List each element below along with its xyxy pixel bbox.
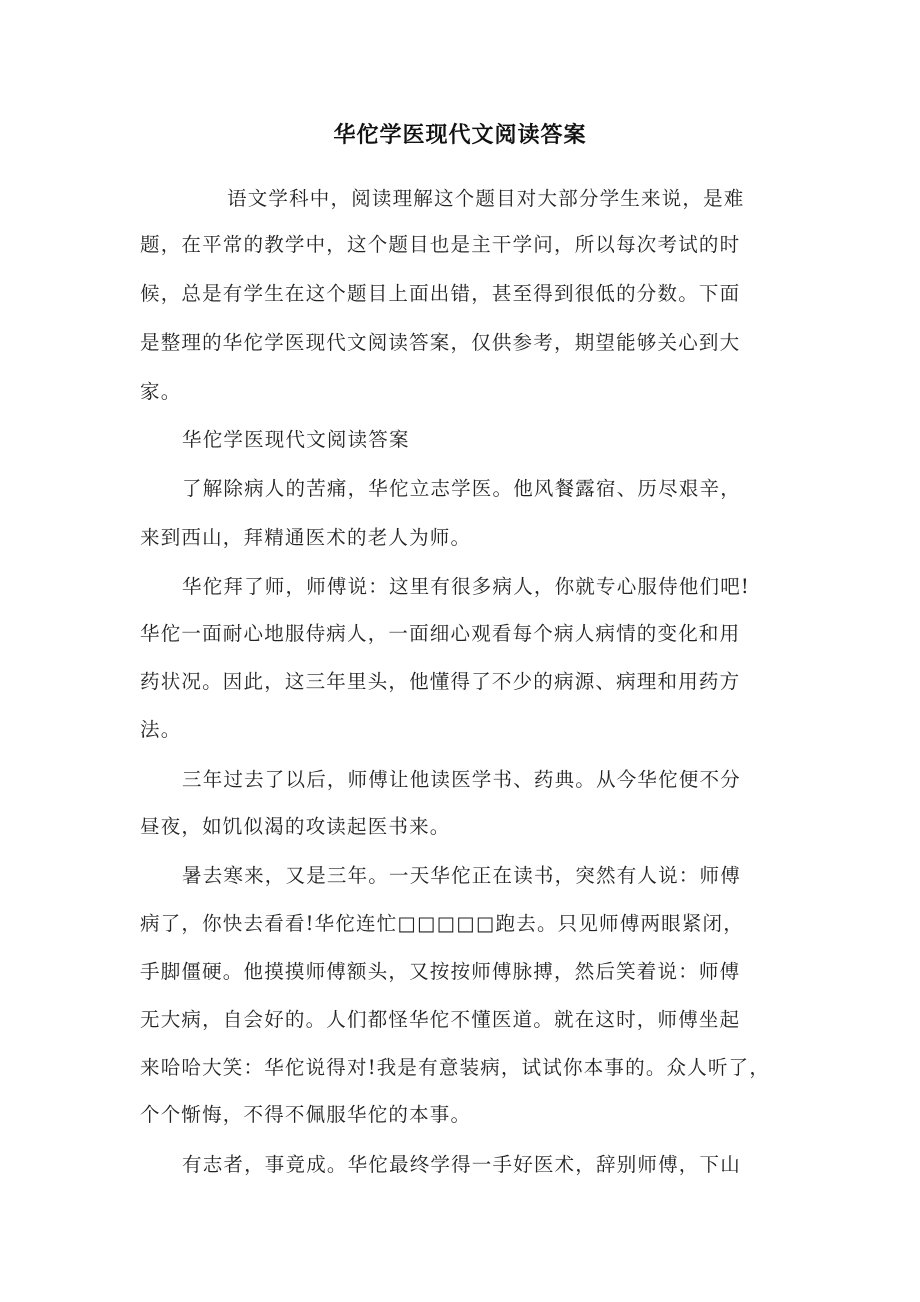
paragraph-line: 昼夜，如饥似渴的攻读起医书来。: [140, 815, 451, 838]
paragraph-line: 药状况。因此，这三年里头，他懂得了不少的病源、病理和用药方: [140, 670, 741, 693]
paragraph-line: 是整理的华佗学医现代文阅读答案，仅供参考，期望能够关心到大: [140, 331, 741, 354]
paragraph-line: 有志者，事竟成。华佗最终学得一手好医术，辞别师傅，下山: [182, 1153, 741, 1176]
page-title: 华佗学医现代文阅读答案: [333, 123, 587, 148]
paragraph-line: 语文学科中，阅读理解这个题目对大部分学生来说，是难: [227, 187, 745, 210]
paragraph-line: 无大病，自会好的。人们都怪华佗不懂医道。就在这时，师傅坐起: [140, 1008, 741, 1031]
paragraph-line: 个个惭悔，不得不佩服华佗的本事。: [140, 1103, 472, 1126]
paragraph-line: 候，总是有学生在这个题目上面出错，甚至得到很低的分数。下面: [140, 282, 741, 305]
paragraph-line: 华佗拜了师，师傅说：这里有很多病人，你就专心服侍他们吧!: [182, 575, 750, 598]
paragraph-line: 法。: [140, 718, 182, 741]
paragraph-line: 病了，你快去看看!华佗连忙□□□□□跑去。只见师傅两眼紧闭，: [140, 912, 744, 935]
paragraph-line: 来哈哈大笑：华佗说得对!我是有意装病，试试你本事的。众人听了，: [140, 1056, 771, 1079]
paragraph-line: 家。: [140, 380, 182, 403]
paragraph-line: 题，在平常的教学中，这个题目也是主干学问，所以每次考试的时: [140, 233, 741, 256]
section-heading: 华佗学医现代文阅读答案: [182, 428, 410, 451]
paragraph-line: 手脚僵硬。他摸摸师傅额头，又按按师傅脉搏，然后笑着说：师傅: [140, 960, 741, 983]
paragraph-line: 三年过去了以后，师傅让他读医学书、药典。从今华佗便不分: [182, 768, 741, 791]
paragraph-line: 来到西山，拜精通医术的老人为师。: [140, 526, 472, 549]
paragraph-line: 了解除病人的苦痛，华佗立志学医。他风餐露宿、历尽艰辛，: [182, 477, 741, 500]
paragraph-line: 暑去寒来，又是三年。一天华佗正在读书，突然有人说：师傅: [182, 864, 741, 887]
paragraph-line: 华佗一面耐心地服侍病人，一面细心观看每个病人病情的变化和用: [140, 622, 741, 645]
